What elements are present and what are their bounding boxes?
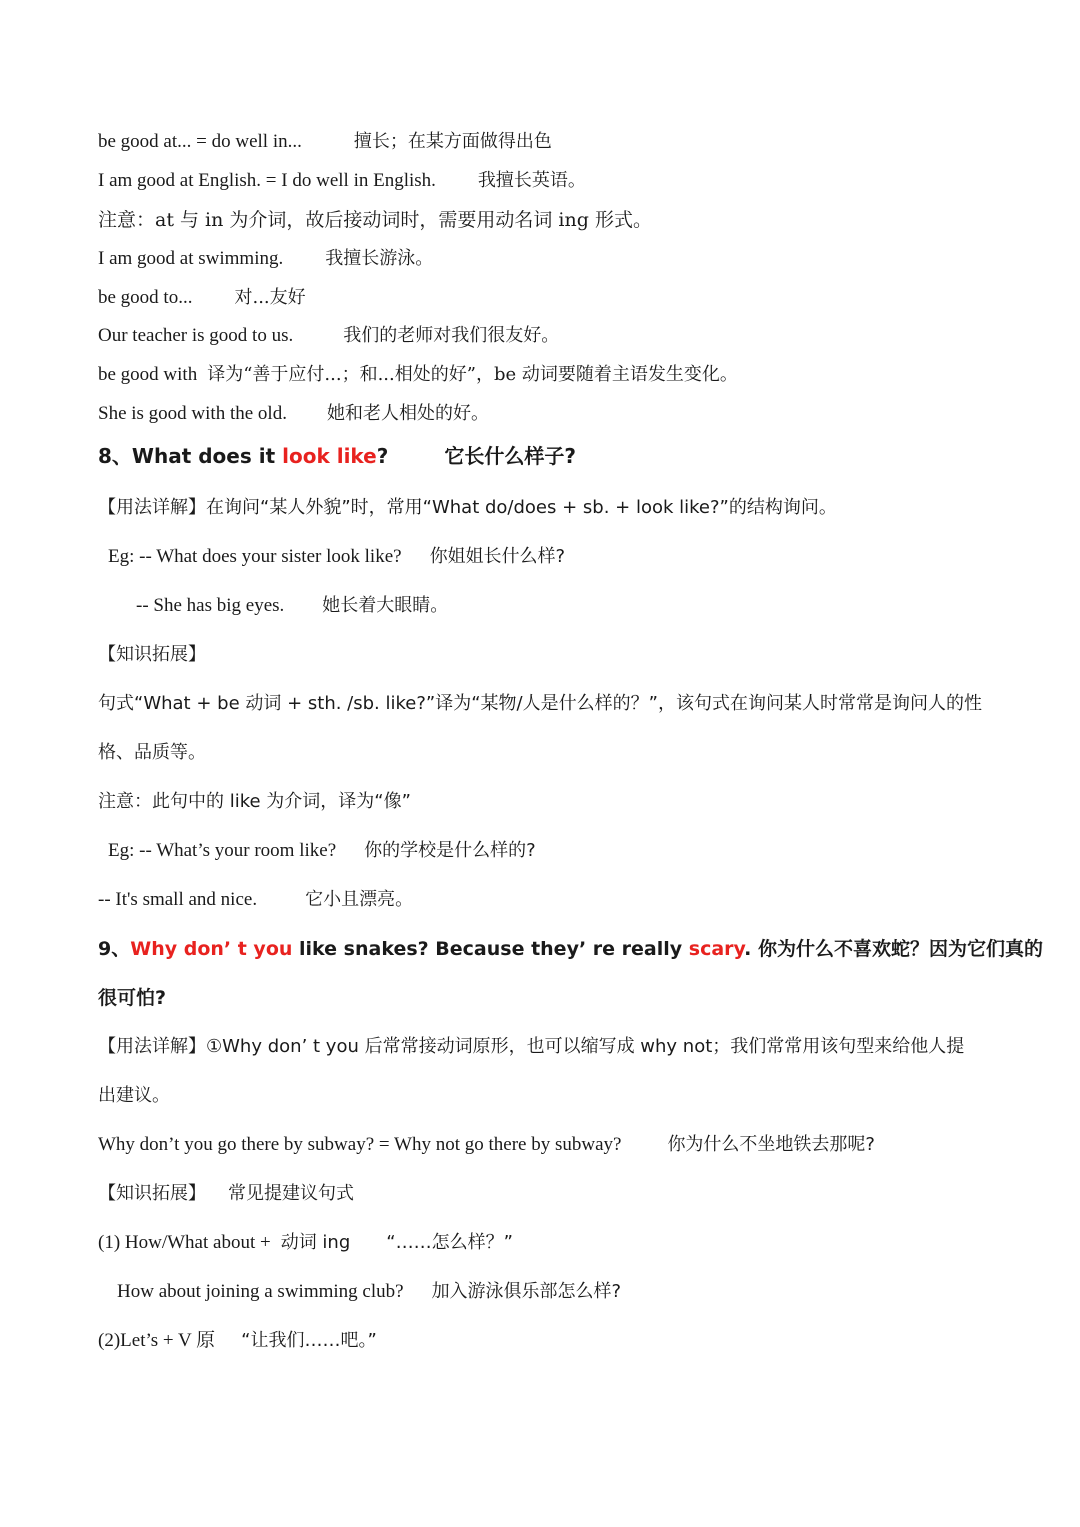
section-9-usage-line-2: 出建议。 <box>98 1085 170 1106</box>
example-cn: 它小且漂亮。 <box>305 889 414 910</box>
section-9-usage-line-1: 【用法详解】①Why don’ t you 后常常接动词原形，也可以缩写成 why not；我们常常用该句型来给他人提 <box>98 1036 965 1057</box>
section-9-heading-line-2: 很可怕? <box>98 987 167 1009</box>
line-cn: 我们的老师对我们很友好。 <box>343 325 560 346</box>
example-cn: 你的学校是什么样的? <box>364 840 536 861</box>
heading-text: ? <box>376 444 389 468</box>
section-number: 9、 <box>98 938 131 960</box>
section-number: 8、 <box>98 444 132 468</box>
section-8-usage: 【用法详解】在询问“某人外貌”时，常用“What do/does + sb. + look like?”的结构询问。 <box>98 497 837 518</box>
example-cn: 加入游泳俱乐部怎么样? <box>431 1281 622 1302</box>
section-9-example <box>98 1132 875 1158</box>
line-en: be good at... = do well in... <box>98 131 302 152</box>
example-cn: 你姐姐长什么样? <box>429 546 566 567</box>
section-8-example-4 <box>98 887 413 913</box>
line-cn: 对...友好 <box>234 287 306 308</box>
line-en: I am good at swimming. <box>98 248 284 269</box>
section-8-note: 注意：此句中的 like 为介词，译为“像” <box>98 791 411 812</box>
example-cn: 她长着大眼睛。 <box>322 595 449 616</box>
suggestion-item-1-example <box>117 1279 621 1305</box>
heading-highlight: scary <box>688 938 745 960</box>
item-meaning: “……怎么样？” <box>386 1232 513 1253</box>
item-cn: 动词 ing <box>280 1232 351 1253</box>
section-8-extension-line-1: 句式“What + be 动词 + sth. /sb. like?”译为“某物/人是什么样的？”，该句式在询问某人时常常是询问人的性 <box>98 693 982 714</box>
text-line-5 <box>98 285 306 311</box>
section-8-extension-title: 【知识拓展】 <box>98 644 206 665</box>
text-line-1 <box>98 129 552 155</box>
line-cn: 她和老人相处的好。 <box>326 403 489 424</box>
section-9-heading <box>98 936 1043 962</box>
heading-highlight: Why don’ t you <box>130 938 293 960</box>
extension-title: 【知识拓展】 <box>98 1183 206 1204</box>
section-8-example-3 <box>108 838 536 864</box>
section-8-example-2 <box>136 593 448 619</box>
text-line-6 <box>98 323 559 349</box>
example-en: Eg: -- What’s your room like? <box>108 840 337 861</box>
heading-text: like snakes? Because they’ re really <box>292 938 689 960</box>
line-cn: 我擅长英语。 <box>477 170 586 191</box>
section-8-extension-line-2: 格、品质等。 <box>98 742 206 763</box>
text-line-2 <box>98 168 586 194</box>
example-en: Why don’t you go there by subway? = Why not go there by subway? <box>98 1134 622 1155</box>
heading-text: What does it <box>131 444 283 468</box>
example-en: Eg: -- What does your sister look like? <box>108 546 402 567</box>
line-en: I am good at English. = I do well in English. <box>98 170 436 191</box>
suggestion-item-1 <box>98 1230 513 1256</box>
example-en: -- It's small and nice. <box>98 889 258 910</box>
example-cn: 你为什么不坐地铁去那呢? <box>667 1134 875 1155</box>
item-en: (1) How/What about + <box>98 1232 271 1253</box>
line-en: be good with <box>98 364 198 385</box>
line-cn: 译为“善于应付...；和...相处的好”，be 动词要随着主语发生变化。 <box>207 364 738 385</box>
heading-text: . 你为什么不喜欢蛇？因为它们真的 <box>744 938 1044 960</box>
line-en: Our teacher is good to us. <box>98 325 294 346</box>
example-en: How about joining a swimming club? <box>117 1281 404 1302</box>
line-en: She is good with the old. <box>98 403 287 424</box>
line-en: be good to... <box>98 287 193 308</box>
line-cn: 擅长；在某方面做得出色 <box>353 131 552 152</box>
extension-subtitle: 常见提建议句式 <box>228 1183 354 1204</box>
example-en: -- She has big eyes. <box>136 595 285 616</box>
section-8-example-1 <box>108 544 565 570</box>
item-en: (2)Let’s + V 原 <box>98 1330 216 1351</box>
text-line-4 <box>98 246 433 272</box>
text-line-8 <box>98 401 489 427</box>
suggestion-item-2 <box>98 1328 377 1354</box>
line-cn: 我擅长游泳。 <box>325 248 434 269</box>
item-meaning: “让我们……吧。” <box>241 1330 377 1351</box>
heading-cn: 它长什么样子? <box>444 444 576 468</box>
text-line-3: 注意：at 与 in 为介词，故后接动词时，需要用动名词 ing 形式。 <box>98 209 652 231</box>
section-8-heading <box>98 443 576 469</box>
section-9-extension <box>98 1181 354 1207</box>
text-line-7 <box>98 362 738 388</box>
heading-highlight: look like <box>282 444 377 468</box>
